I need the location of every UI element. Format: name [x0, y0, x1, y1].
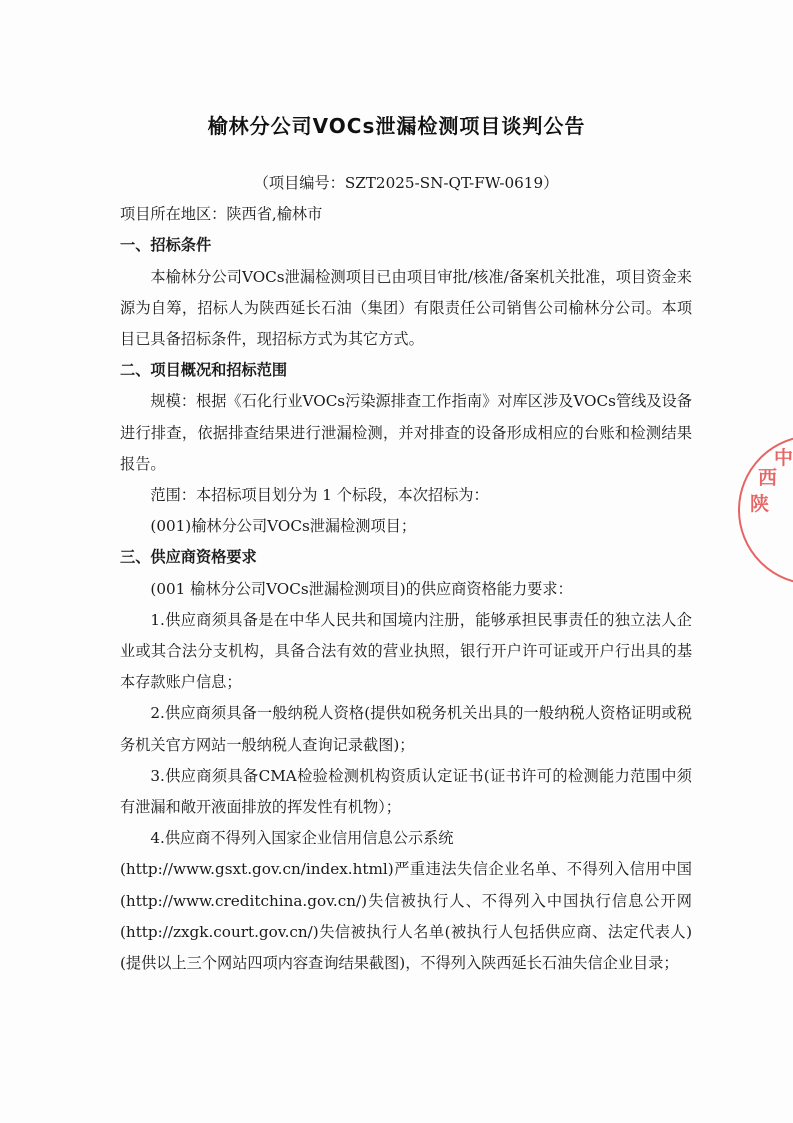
section-heading-bidding-conditions: 一、招标条件: [120, 236, 212, 255]
seal-character: 西: [758, 467, 778, 489]
document-body: [120, 168, 692, 979]
qualification-item-4-body: (http://www.gsxt.gov.cn/index.html)严重违法失信企业名单、不得列入信用中国(http://www.creditchina.gov.cn/)失信被执行人、不得列入中国执行信息公开网(http://zxgk.court.gov.cn/)失信被执行人名单(被执行人包括供应商、法定代表人)(提供以上三个网站四项内容查询结果截图)，不得列入陕西延长石油失信企业目录；: [120, 860, 692, 973]
seal-character: 中: [774, 447, 793, 469]
qualification-item-3: 3.供应商须具备CMA检验检测机构资质认定证书(证书许可的检测能力范围中须有泄漏和敞开液面排放的挥发性有机物）；: [120, 766, 692, 817]
section-heading-supplier-qualifications: 三、供应商资格要求: [120, 548, 257, 567]
lot-item: (001)榆林分公司VOCs泄漏检测项目；: [150, 517, 417, 536]
qualification-item-4-heading: 4.供应商不得列入国家企业信用信息公示系统: [150, 829, 454, 848]
qualification-item-2: 2.供应商须具备一般纳税人资格(提供如税务机关出具的一般纳税人资格证明或税务机关官方网站一般纳税人查询记录截图)；: [120, 704, 692, 754]
project-location: 项目所在地区：陕西省,榆林市: [120, 205, 323, 224]
official-seal-stamp: [738, 435, 793, 585]
project-scale-paragraph: 规模：根据《石化行业VOCs污染源排查工作指南》对库区涉及VOCs管线及设备进行排查，依据排查结果进行泄漏检测，并对排查的设备形成相应的台账和检测结果报告。: [120, 392, 692, 473]
qualification-intro: (001 榆林分公司VOCs泄漏检测项目)的供应商资格能力要求：: [150, 579, 573, 598]
document-title: 榆林分公司VOCs泄漏检测项目谈判公告: [207, 114, 586, 138]
seal-character: 陕: [750, 493, 770, 515]
qualification-item-1: 1.供应商须具备是在中华人民共和国境内注册，能够承担民事责任的独立法人企业或其合法分支机构，具备合法有效的营业执照，银行开户许可证或开户行出具的基本存款账户信息；: [120, 610, 692, 692]
bidding-conditions-paragraph: 本榆林分公司VOCs泄漏检测项目已由项目审批/核准/备案机关批准，项目资金来源为自筹，招标人为陕西延长石油（集团）有限责任公司销售公司榆林分公司。本项目已具备招标条件，现招标方式为其它方式。: [120, 267, 692, 349]
project-number: （项目编号：SZT2025-SN-QT-FW-0619）: [253, 174, 559, 192]
section-heading-project-overview: 二、项目概况和招标范围: [120, 361, 288, 380]
project-scope-paragraph: 范围：本招标项目划分为 1 个标段，本次招标为：: [150, 486, 489, 505]
